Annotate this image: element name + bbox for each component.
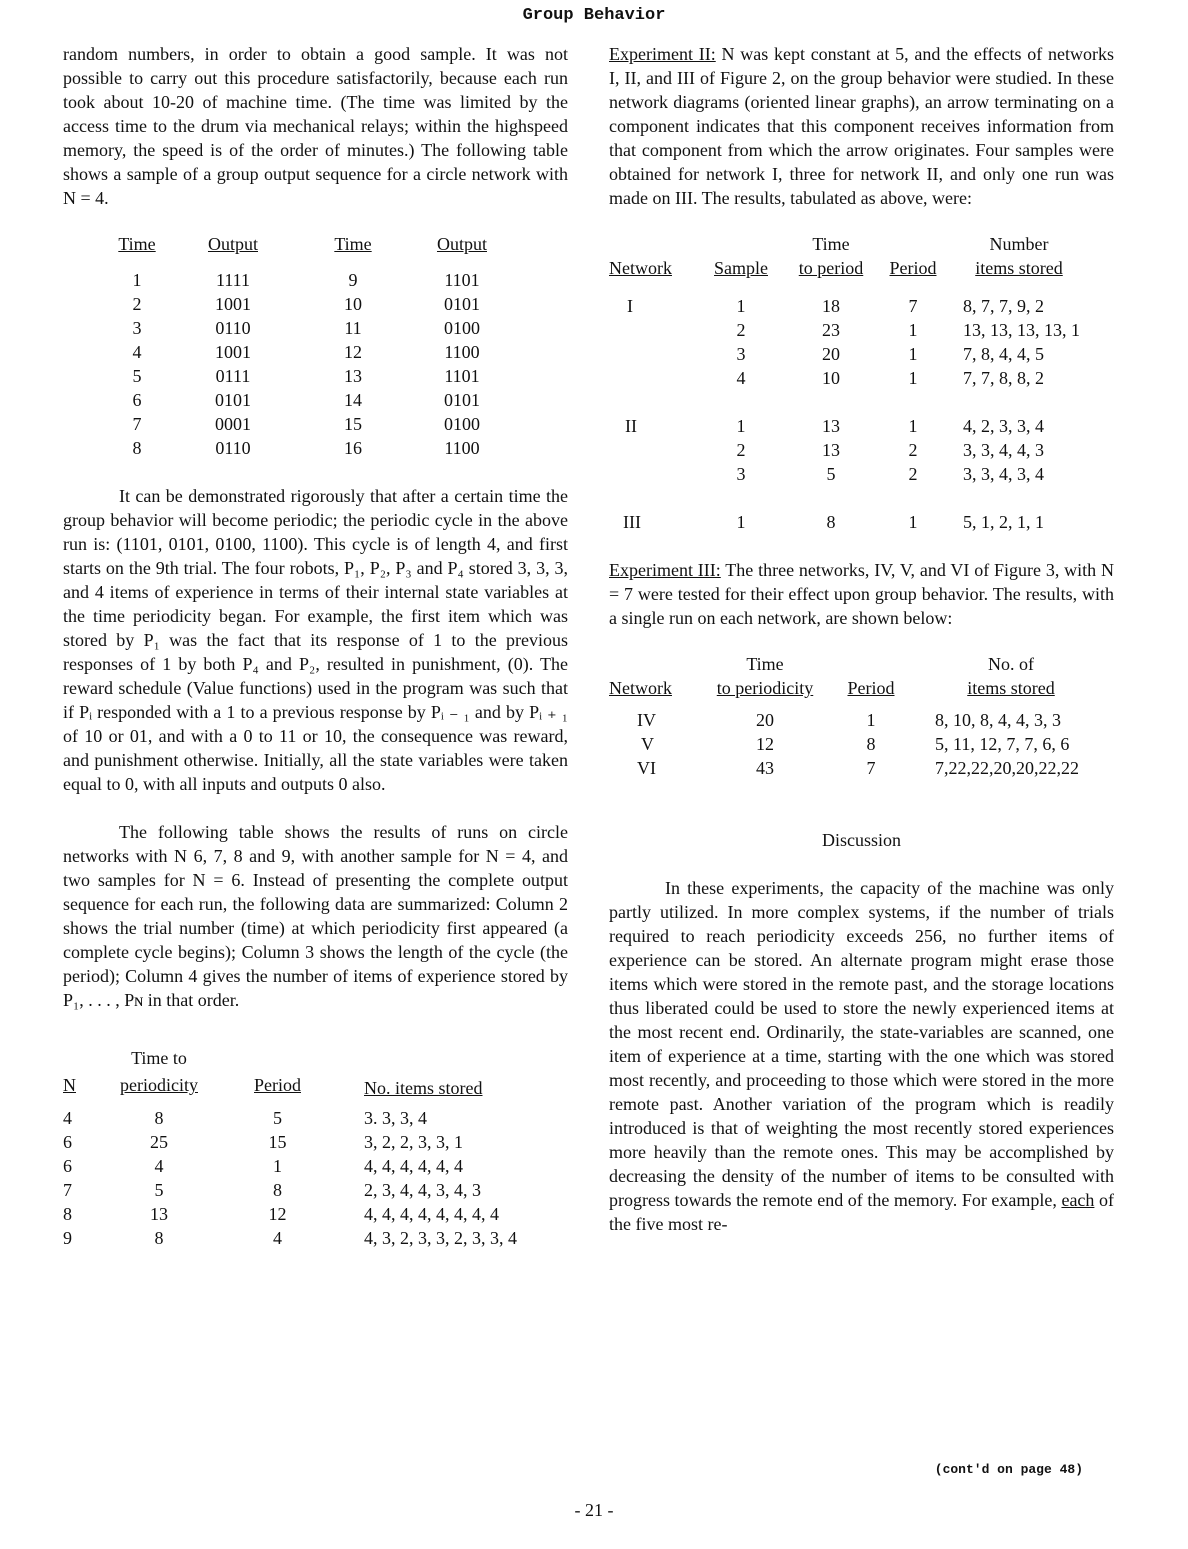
- table-row: 1 1111 9 1101: [132, 270, 480, 290]
- table2-header-periodicity: periodicity: [120, 1075, 198, 1095]
- table1-header-time-a: Time: [118, 234, 156, 254]
- table-row: 6 0101 14 0101: [132, 390, 480, 410]
- table3-header-network: Network: [609, 258, 672, 278]
- table3-header-period: Period: [889, 258, 937, 278]
- table-row: VI 43 7 7,22,22,20,20,22,22: [637, 758, 1079, 778]
- left-column: [63, 42, 568, 1250]
- right-column: [609, 42, 1114, 1236]
- table-row: 3 0110 11 0100: [132, 318, 480, 338]
- table-row: V 12 8 5, 11, 12, 7, 7, 6, 6: [641, 734, 1070, 754]
- experiment-3-label: Experiment III:: [609, 560, 721, 580]
- experiment-2-table: [609, 232, 1093, 534]
- experiment-2-label: Experiment II:: [609, 44, 716, 64]
- table2-header-period: Period: [254, 1075, 301, 1095]
- table-row: 4 10 1 7, 7, 8, 8, 2: [736, 368, 1044, 388]
- table-row: 3 20 1 7, 8, 4, 4, 5: [736, 344, 1044, 364]
- experiment-2-paragraph: [609, 42, 1114, 210]
- table-row: 8 0110 16 1100: [132, 438, 480, 458]
- table-row: 2 23 1 13, 13, 13, 13, 1: [736, 320, 1080, 340]
- discussion-paragraph: In these experiments, the capacity of the machine was only partly utilized. In more complex systems, if the number of trials required to reach periodicity exceeds 256, no further items of experience can be stored. An alternate program might erase those items which were stored in the remote past, and the storage locations thus liberated could be used to store the newly experienced items at the most recent end. Ordinarily, the state-variables are scanned, one item of experience at a time, starting with the one which was stored most recently, and proceeding to those which were stored in the more remote past. Another variation of the program which is readily introduced is that of weighting the most recently stored experiences more heavily than the remote ones. This may be accomplished by decreasing the density of the number of items to be consulted with progress towards the remote end of the memory. For example, each of the five most re-: [609, 878, 1114, 1234]
- circle-networks-table: [63, 1046, 566, 1250]
- output-sequence-table: [111, 232, 493, 460]
- table4-header-no-of: No. of: [988, 654, 1034, 674]
- experiment-3-table: [609, 652, 1109, 780]
- experiment-3-text: The three networks, IV, V, and VI of Figure 3, with N = 7 were tested for their effect upon group behavior. The results, with a single run on each network, are shown below:: [609, 560, 1114, 628]
- table4-header-to-periodicity: to periodicity: [716, 678, 814, 698]
- experiment-2-text: N was kept constant at 5, and the effects of networks I, II, and III of Figure 2, on the group behavior were studied. In these network diagrams (oriented linear graphs), an arrow terminating on a component indicates that this component receives information from that component from which the arrow originates. Four samples were obtained for network I, three for network II, and only one run was made on III. The results, tabulated as above, were:: [609, 44, 1114, 208]
- table2-header-items: No. items stored: [364, 1078, 483, 1098]
- left-paragraph-2: It can be demonstrated rigorously that after a certain time the group behavior will become periodic; the periodic cycle in the above run is: (1101, 0101, 0100, 1100). This cycle is of length 4, and first starts on the 9th trial. The four robots, P₁, P₂, P₃ and P₄ stored 3, 3, 3, and 4 items of experience in terms of their internal state variables at the time periodicity began. For example, the first item which was stored by P₁ was the fact that its response of 1 to the previous responses of 1 by both P₄ and P₂, resulted in punishment, (0). The reward schedule (Value functions) used in the program was such that if Pᵢ responded with a 1 to a previous response by Pᵢ ₋ ₁ and by Pᵢ ₊ ₁ of 10 or 01, and with a 0 to 11 or 10, the consequence was reward, and punishment otherwise. Initially, all the state variables were taken equal to 0, with all inputs and outputs 0 also.: [63, 486, 568, 794]
- left-paragraph-1: random numbers, in order to obtain a good sample. It was not possible to carry out this procedure satisfactorily, because each run took about 10-20 of machine time. (The time was limited by the access time to the drum via mechanical relays; within the highspeed memory, the speed is of the order of minutes.) The following table shows a sample of a group output sequence for a circle network with N = 4.: [63, 44, 568, 208]
- table3-header-items-stored: items stored: [975, 258, 1063, 278]
- table1-header-time-b: Time: [334, 234, 372, 254]
- table-row: 3 5 2 3, 3, 4, 3, 4: [736, 464, 1044, 484]
- table4-header-period: Period: [847, 678, 895, 698]
- experiment-3-paragraph: [609, 558, 1114, 630]
- table-row: I 1 18 7 8, 7, 7, 9, 2: [627, 296, 1044, 316]
- table4-header-network: Network: [609, 678, 672, 698]
- table2-header-n: N: [63, 1075, 76, 1095]
- table1-header-output-b: Output: [436, 234, 487, 254]
- table3-header-time: Time: [812, 234, 850, 254]
- discussion-heading: Discussion: [821, 830, 901, 850]
- table2-header-time-to: Time to: [131, 1048, 187, 1068]
- table-row: 4 1001 12 1100: [132, 342, 480, 362]
- table3-header-number: Number: [989, 234, 1049, 254]
- table3-header-to-period: to period: [798, 258, 864, 278]
- table-row: 5 0111 13 1101: [132, 366, 480, 386]
- table-row: 6 4 1 4, 4, 4, 4, 4, 4: [63, 1156, 463, 1176]
- table-row: 7 5 8 2, 3, 4, 4, 3, 4, 3: [63, 1180, 481, 1200]
- table-row: 2 1001 10 0101: [132, 294, 480, 314]
- table4-header-items-stored: items stored: [967, 678, 1055, 698]
- left-paragraph-3: The following table shows the results of runs on circle networks with N 6, 7, 8 and 9, with another sample for N = 4, and two samples for N = 6. Instead of presenting the complete output sequence for each run, the following data are summarized: Column 2 shows the trial number (time) at which periodicity first appeared (a complete cycle begins); Column 3 shows the length of the cycle (the period); Column 4 gives the number of items of experience stored by P₁, . . . , Pɴ in that order.: [63, 822, 568, 1010]
- table-row: 7 0001 15 0100: [132, 414, 480, 434]
- table-row: 6 25 15 3, 2, 2, 3, 3, 1: [63, 1132, 463, 1152]
- table-row: II 1 13 1 4, 2, 3, 3, 4: [625, 416, 1044, 436]
- table-row: 9 8 4 4, 3, 2, 3, 3, 2, 3, 3, 4: [63, 1228, 517, 1248]
- table-row: 4 8 5 3. 3, 3, 4: [63, 1108, 427, 1128]
- table-row: IV 20 1 8, 10, 8, 4, 4, 3, 3: [637, 710, 1061, 730]
- table-row: 2 13 2 3, 3, 4, 4, 3: [736, 440, 1044, 460]
- running-header: Group Behavior: [522, 6, 666, 25]
- continuation-note: (cont'd on page 48): [934, 1462, 1083, 1477]
- page-number: - 21 -: [574, 1500, 614, 1520]
- table3-header-sample: Sample: [714, 258, 768, 278]
- table-row: III 1 8 1 5, 1, 2, 1, 1: [623, 512, 1044, 532]
- table4-header-time: Time: [746, 654, 784, 674]
- table-row: 8 13 12 4, 4, 4, 4, 4, 4, 4, 4: [63, 1204, 499, 1224]
- table1-header-output-a: Output: [207, 234, 258, 254]
